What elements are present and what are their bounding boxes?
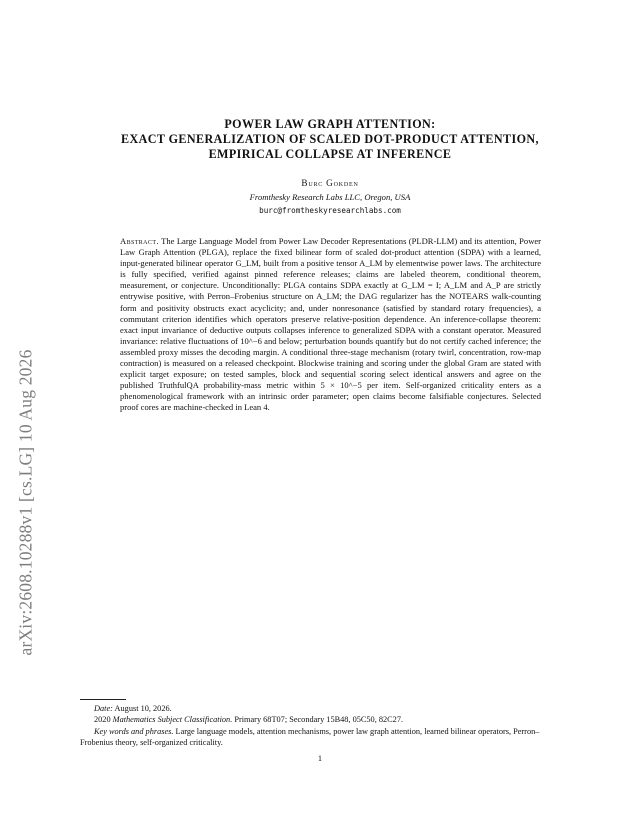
keywords-label: Key words and phrases. [94,726,174,736]
footnote-keywords [80,726,560,749]
page-number: 1 [317,754,323,763]
author-email: burc@fromtheskyresearchlabs.com [259,206,401,215]
arxiv-identifier: arXiv:2608.10288v1 [cs.LG] 10 Aug 2026 [15,349,36,656]
title-line-1: POWER LAW GRAPH ATTENTION: [224,117,436,131]
abstract-label: Abstract. [120,236,159,246]
arxiv-identifier-strip [13,325,39,680]
msc-label: Mathematics Subject Classification. [112,715,233,725]
abstract-text: The Large Language Model from Power Law Decoder Representations (PLDR-LLM) and its attention, Power Law Graph Attention (PLGA), replace the fixed bilinear form of scaled dot-product attention (SDPA) with a learned, input-generated bilinear operator G_LM, built from a positive tensor A_LM by elementwise power laws. The architecture is fully specified, verified against pinned reference releases; claims are labeled theorem, conditional theorem, measurement, or conjecture. Unconditionally: PLGA contains SDPA exactly at G_LM = I; A_LM and A_P are strictly entrywise positive, with Perron–Frobenius structure on A_LM; the DAG regularizer has the NOTEARS walk-counting form and positivity obstructs exact acyclicity; and, under nonresonance (satisfied by standard rotary frequencies), a commutant criterion identifies which operators preserve relative-position dependence. An inference-collapse theorem: exact input invariance of deductive outputs collapses inference to generalized SDPA with a constant operator. Measured invariance: relative fluctuations of 10^−6 and below; perturbation bounds quantify but do not certify cached inference; the assembled proxy misses the decoding margin. A conditional three-stage mechanism (rotary twirl, concentration, row-map contraction) is measured on a released checkpoint. Blockwise training and scoring under the global Gram are stated with explicit target exposure; on tested samples, block and sequential scoring select identical answers and agree on the published TruthfulQA probability-mass metric within 5 × 10^−5 per item. Self-organized criticality enters as a phenomenological framework with an intrinsic order parameter; open claims become falsifiable conjectures. Selected proof cores are machine-checked in Lean 4. [120,236,542,413]
keywords-value: Large language models, attention mechanisms, power law graph attention, learned bilinear operators, Perron–Frobenius theory, self-organized criticality. [80,726,540,748]
date-value: August 10, 2026. [114,704,172,713]
paper-title [80,117,580,162]
abstract [120,236,541,414]
author-name: Burc Gokden [301,178,359,188]
msc-value: Primary 68T07; Secondary 15B48, 05C50, 82C27. [234,715,404,725]
footnotes [80,703,560,749]
footnote-msc [80,714,560,725]
title-line-3: EMPIRICAL COLLAPSE AT INFERENCE [208,147,452,161]
footnote-rule [80,699,126,700]
date-label: Date [94,704,111,713]
author-affiliation: Fromthesky Research Labs LLC, Oregon, USA [249,192,411,202]
title-line-2: EXACT GENERALIZATION OF SCALED DOT-PRODUCT ATTENTION, [121,132,539,146]
msc-prefix: 2020 [94,715,111,725]
footnote-date: Date: August 10, 2026. [94,704,172,713]
